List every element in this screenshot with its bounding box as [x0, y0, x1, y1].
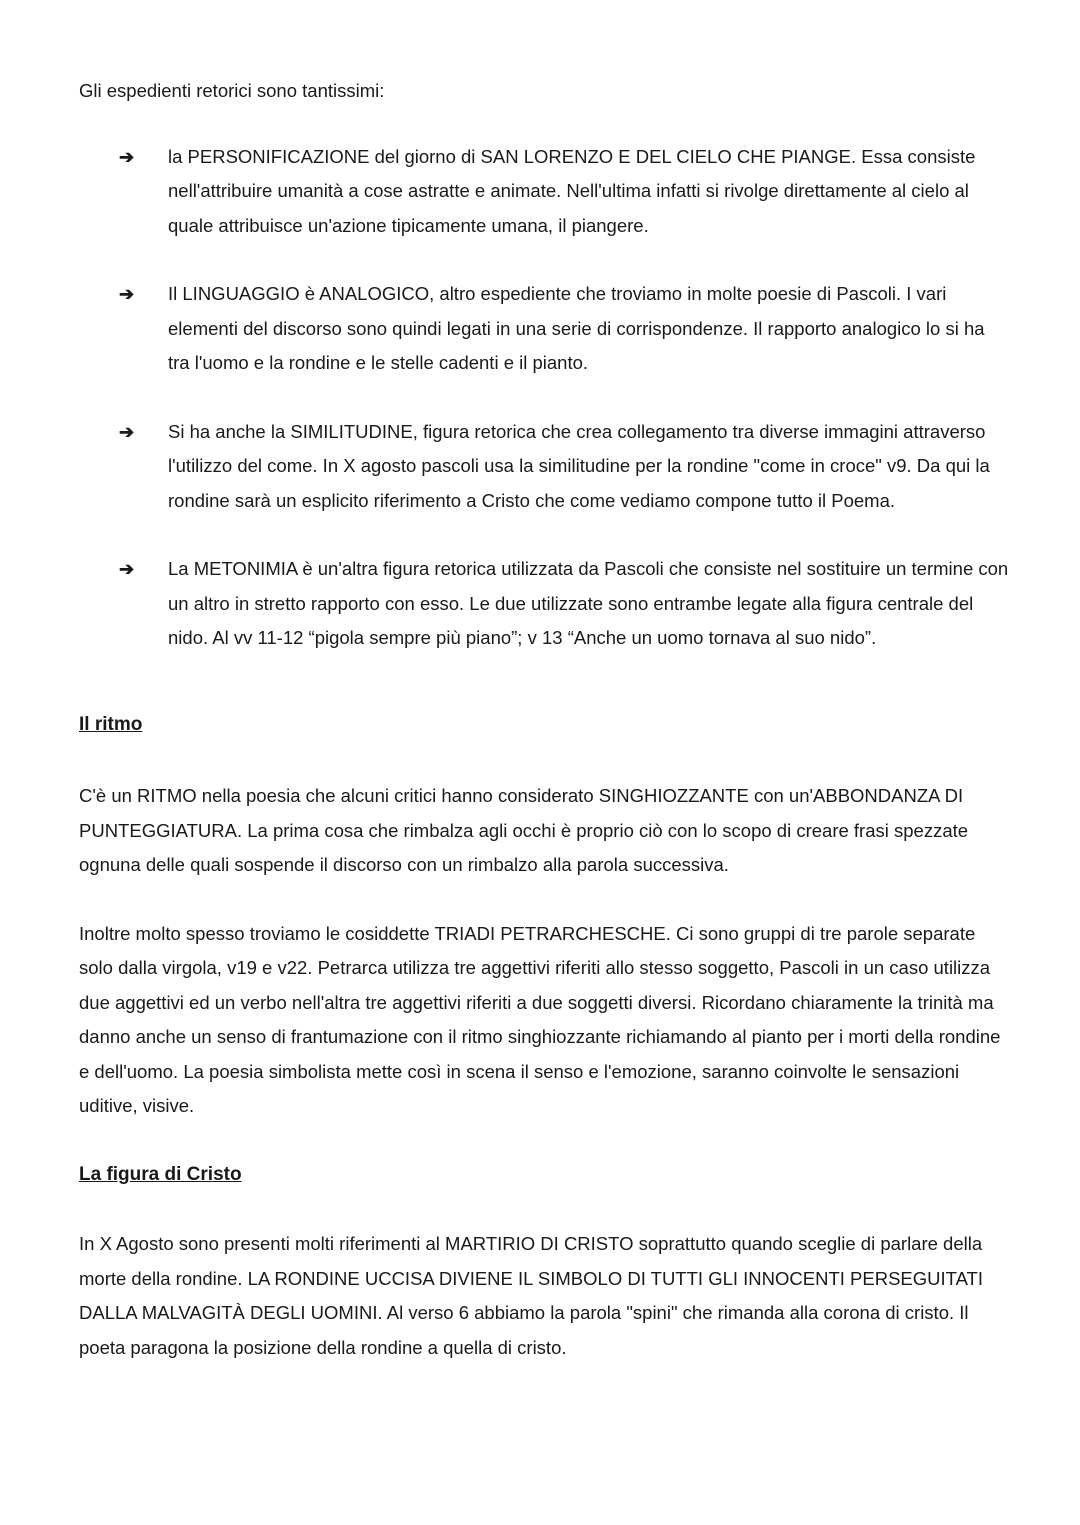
list-item-metonimia: [79, 552, 1009, 656]
arrow-right-icon: ➔: [119, 146, 135, 167]
document-page: [79, 74, 1009, 1365]
arrow-right-icon: ➔: [119, 559, 135, 579]
list-item-personificazione: [79, 140, 1009, 244]
list-item-linguaggio: [79, 277, 1009, 381]
list-item-text: La METONIMIA è un'altra figura retorica utilizzata da Pascoli che consiste nel sostituire un termine con un altro in stretto rapporto con esso. Le due utilizzate sono entrambe legate alla figura centrale del nido. Al vv 11-12 “pigola sempre più piano”; v 13 “Anche un uomo tornava al suo nido”.: [168, 558, 1009, 648]
list-item-text: Si ha anche la SIMILITUDINE, figura retorica che crea collegamento tra diverse immagini attraverso l'utilizzo del come. In X agosto pascoli usa la similitudine per la rondine "come in croce" v9. Da qui la rondine sarà un esplicito riferimento a Cristo che come vediamo compone tutto il Poema.: [168, 420, 990, 511]
rhetorical-devices-list: [79, 140, 1009, 656]
section-heading-cristo: La figura di Cristo: [79, 1163, 242, 1185]
list-item-text: Il LINGUAGGIO è ANALOGICO, altro espediente che troviamo in molte poesie di Pascoli. I vari elementi del discorso sono quindi legati in una serie di corrispondenze. Il rapporto analogico lo si ha tra l'uomo e la rondine e le stelle cadenti e il pianto.: [168, 283, 985, 373]
cristo-paragraph-1: In X Agosto sono presenti molti riferimenti al MARTIRIO DI CRISTO soprattutto quando sceglie di parlare della morte della rondine. LA RONDINE UCCISA DIVIENE IL SIMBOLO DI TUTTI GLI INNOCENTI PERSEGUITATI DALLA MALVAGITÀ DEGLI UOMINI. Al verso 6 abbiamo la parola "spini" che rimanda alla corona di cristo. Il poeta paragona la posizione della rondine a quella di cristo.: [79, 1233, 983, 1358]
list-item-text: la PERSONIFICAZIONE del giorno di SAN LORENZO E DEL CIELO CHE PIANGE. Essa consiste nell'attribuire umanità a cose astratte e animate. Nell'ultima infatti si rivolge direttamente al cielo al quale attribuisce un'azione tipicamente umana, il piangere.: [168, 145, 976, 236]
ritmo-paragraph-1: C'è un RITMO nella poesia che alcuni critici hanno considerato SINGHIOZZANTE con un'ABBONDANZA DI PUNTEGGIATURA. La prima cosa che rimbalza agli occhi è proprio ciò con lo scopo di creare frasi spezzate ognuna delle quali sospende il discorso con un rimbalzo alla parola successiva.: [79, 785, 969, 875]
arrow-right-icon: ➔: [119, 284, 135, 304]
ritmo-paragraph-2: Inoltre molto spesso troviamo le cosiddette TRIADI PETRARCHESCHE. Ci sono gruppi di tre parole separate solo dalla virgola, v19 e v22. Petrarca utilizza tre aggettivi riferiti allo stesso soggetto, Pascoli in un caso utilizza due aggettivi ed un verbo nell'altra tre aggettivi riferiti a due soggetti diversi. Ricordano chiaramente la trinità ma danno anche un senso di frantumazione con il ritmo singhiozzante richiamando al pianto per i morti della rondine e dell'uomo. La poesia simbolista mette così in scena il senso e l'emozione, saranno coinvolte le sensazioni uditive, visive.: [79, 922, 1001, 1116]
section-heading-ritmo: Il ritmo: [79, 713, 143, 735]
list-item-similitudine: [79, 415, 1009, 519]
intro-text: Gli espedienti retorici sono tantissimi:: [79, 80, 385, 101]
arrow-right-icon: ➔: [119, 421, 135, 442]
